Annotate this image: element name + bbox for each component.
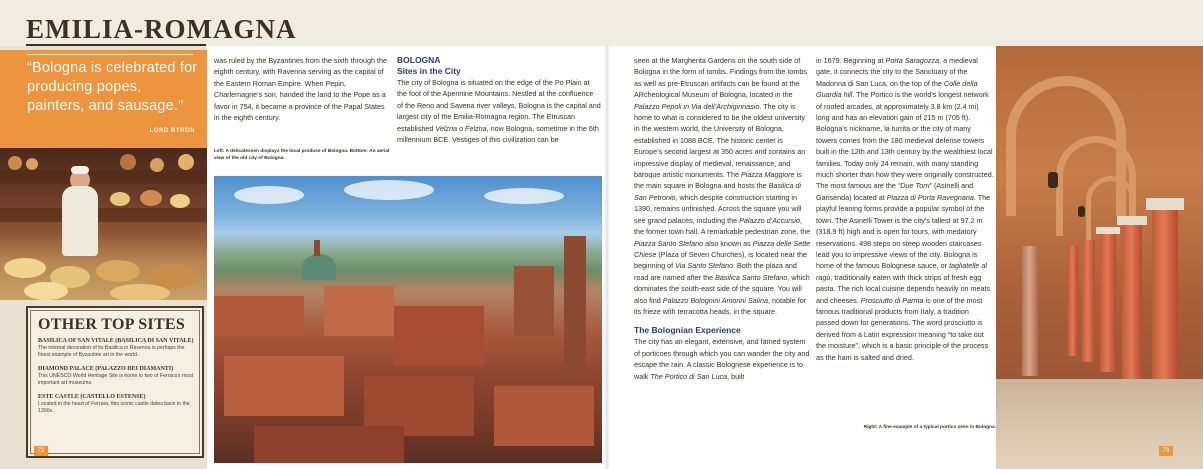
site-desc: The internal decoration of its Basilica in Ravenna is perhaps the finest example of Byzantine art in the world. xyxy=(38,345,185,358)
site-desc: Located in the heart of Ferrara, this iconic castle dates back to the 1300s. xyxy=(38,401,190,414)
site-name: DIAMOND PALACE (PALAZZO DEI DIAMANTI) xyxy=(38,366,174,372)
other-top-sites-title: OTHER TOP SITES xyxy=(38,316,186,333)
other-top-sites-box xyxy=(26,306,204,458)
site-item xyxy=(38,338,198,359)
page-gutter xyxy=(604,46,610,469)
bologna-section xyxy=(397,55,601,145)
quote-rule xyxy=(27,54,193,55)
site-name: ESTE CASTLE (CASTELLO ESTENSE) xyxy=(38,394,146,400)
portico-photo xyxy=(996,46,1203,469)
title-underline xyxy=(26,44,206,46)
portico-text: in 1679. Beginning at Porta Saragozza, a medieval gate, it connects the city to the Sanctuary of the Madonna di San Luca, on the top of the Colle della Guardia hill. The Portico is the world’s longest network of roofed arcades, at approximately 3.8 km (2.4 mi) long and has an elevation gain of 215 m (705 ft). Bologna’s nickname, la turrita or the city of many towers comes from the 180 medieval defense towers built in the 12th and 13th century by the wealthiest local families. Today only 24 remain, with many standing much shorter than how they were originally constructed. The most famous are the “Due Torri” (Asinelli and Garisenda) located at Piazza di Porta Ravegnana. The playful leaning forms provide a popular symbol of the town. The Asinelli Tower is the city’s tallest at 97.2 m (318.9 ft) high and is open for tours, with medatory reservations. 498 steps on steep wooden staircases lead you to impressive views of the city. Bologna is home of the famous Bolognese sauce, or tagliatelle al ragù, traditionally eaten with thick strips of fresh egg pasta. The rich local cuisine depends heavily on meats and cheeses. Prosciutto di Parma is one of the most famous traditional products from Italy, a tradition passed down for generations. The word prosciutto is derived from a Latin expression meaning “to take out the moisture”, which is a basic principle of the process as the ham is salted and dried. xyxy=(816,56,994,362)
site-item xyxy=(38,394,198,415)
caption-left: Left: A delicatessen displays the local produce of Bologna. Bottom: An aerial view of the old city of Bologna. xyxy=(214,149,390,161)
site-item xyxy=(38,366,198,387)
experience-text: The city has an elegant, extensive, and famed system of porticoes through which you can wander the city and escape the rain. A classic Bolognese experience is to walk The Portico di San Luca, built xyxy=(634,337,810,381)
delicatessen-photo xyxy=(0,148,207,300)
experience-heading: The Bolognian Experience xyxy=(634,325,741,336)
caption-right: Right: A fine example of a typical portico seen in Bologna. xyxy=(863,425,996,430)
page-number-left: 72 xyxy=(34,446,48,456)
tower xyxy=(564,236,586,376)
sub-heading: Sites in the City xyxy=(397,66,461,76)
left-col-text: was ruled by the Byzantines from the sixth through the eighth century, with Ravenna serving as the capital of the Eastern Roman Empire. When Pepin, Charlemagne’s son, handed the land to the Pope as a favor in 754, it became a province of the Papal States in the eighth century. xyxy=(214,56,387,123)
right-col-a xyxy=(634,55,812,382)
column xyxy=(1152,206,1178,406)
quote-box xyxy=(0,50,207,148)
bologna-aerial-photo xyxy=(214,176,602,463)
quote-author: LORD BYRON xyxy=(149,128,195,134)
lamp xyxy=(1048,172,1058,188)
site-name: BASILICA OF SAN VITALE (BASILICA DI SAN VITALE) xyxy=(38,338,194,344)
right-col-b xyxy=(816,55,994,363)
section-heading: BOLOGNA xyxy=(397,55,441,65)
site-desc: This UNESCO World Heritage Site is home to two of Ferrara’s most important art museums. xyxy=(38,373,194,386)
page-title: EMILIA-ROMAGNA xyxy=(26,14,297,44)
title-bar xyxy=(0,0,1203,46)
dome xyxy=(302,254,336,280)
bologna-sites-text: seen at the Margherita Gardens on the south side of Bologna in the form of tombs. Findings from the tombs as well as pre-Etruscan artifacts can be found at the ARcheological Museum of Bologna, located in the Palazzo Pepoli in Via dell’Archiginnasio. The city is home to what is considered to be the oldest university in the western world, the University of Bologna, established in 1088 BCE. The historic center is Europe’s second largest at 350 acres and contains an impressive display of medieval, renaissance, and baroque artistic monuments. The Piazza Maggiore is the main square in Bologna and hosts the Basilica di San Petronio, which despite construction starting in 1390, remains unfinished. Across the square you will see grand palaces, including the Palazzo d’Accursio, the former town hall. A remarkable pedestrian zone, the Piazza Santo Stefano also known as Piazza delle Sette Chiese (Plaza of Seven Churches), is located near the beginning of Via Santo Stefano. Both the plaza and road are named after the Basilica Santo Stefano, which dominates the south-east side of the square. You will also find Palazzo Bolognini Amorini Salina, notable for its frieze with terracotta heads, in the square. xyxy=(634,56,811,316)
quote-text: “Bologna is celebrated for producing popes, painters, and sausage.” xyxy=(27,60,198,114)
page-number-right: 73 xyxy=(1159,446,1173,456)
bologna-intro: The city of Bologna is situated on the edge of the Po Plain at the foot of the Apennine Mountains. Nestled at the confluence of the Reno and Savena river valleys, Bologna is the capital and largest city of the Emilia-Romagna region. The Etruscan established Velzna o Felzna, now Bologna, sometime in the 6th millennium BCE. Vestiges of this civilization can be xyxy=(397,78,601,145)
